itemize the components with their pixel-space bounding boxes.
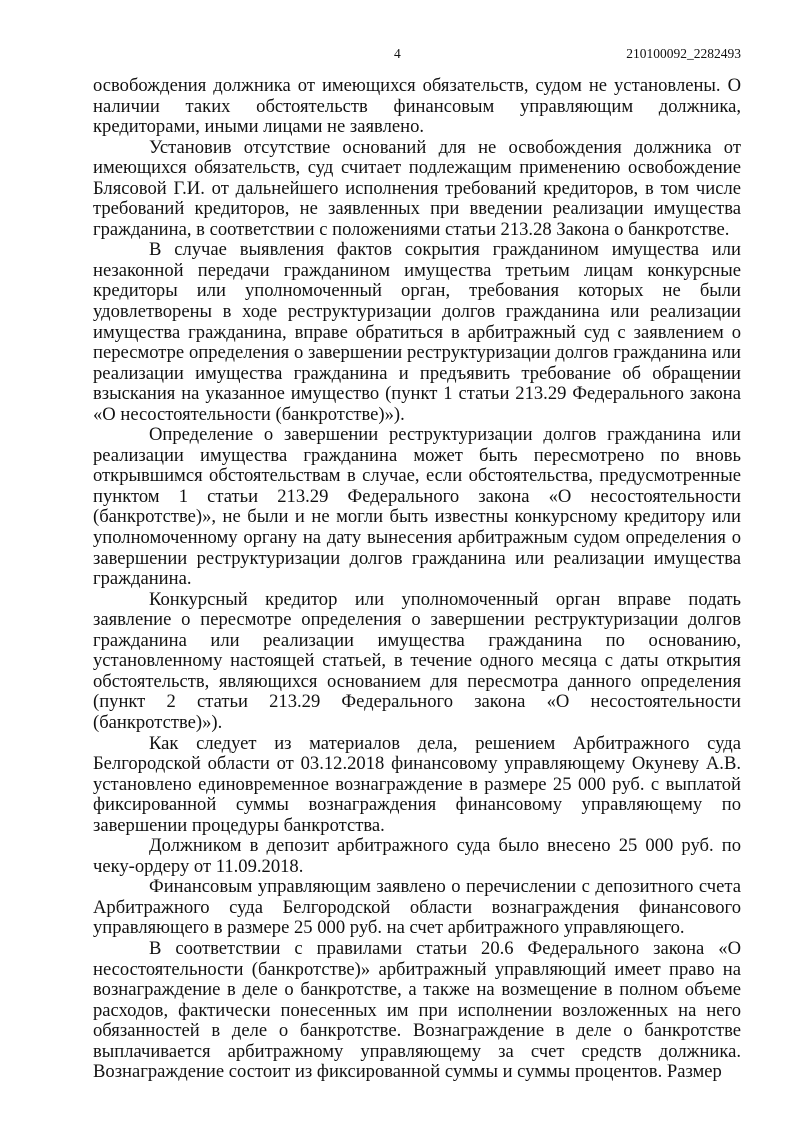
document-body — [93, 76, 741, 1083]
paragraph: Как следует из материалов дела, решением Арбитражного суда Белгородской области от 03.12.2018 финансовому управляющему Окуневу А.В. установлено единовременное вознаграждение в размере 25 000 руб. с выплатой фиксированной суммы вознаграждения финансовому управляющему по завершении процедуры банкротства. — [93, 732, 741, 836]
paragraph: Должником в депозит арбитражного суда было внесено 25 000 руб. по чеку-ордеру от 11.09.2018. — [93, 835, 741, 877]
paragraph-last: В соответствии с правилами статьи 20.6 Федерального закона «О несостоятельности (банкротстве)» арбитражный управляющий имеет право на вознаграждение в деле о банкротстве, а также на возмещение в полном объеме расходов, фактически понесенных им при исполнении возложенных на него обязанностей в деле о банкротстве. Вознаграждение в деле о банкротстве выплачивается арбитражному управляющему за счет средств должника. Вознаграждение состоит из фиксированной суммы и суммы процентов. Размер — [93, 937, 741, 1083]
paragraph: Установив отсутствие оснований для не освобождения должника от имеющихся обязательств, суд считает подлежащим применению освобождение Блясовой Г.И. от дальнейшего исполнения требований кредиторов, в том числе требований кредиторов, не заявленных при введении реализации имущества гражданина, в соответствии с положениями статьи 213.28 Закона о банкротстве. — [93, 136, 741, 240]
paragraph: Определение о завершении реструктуризации долгов гражданина или реализации имущества гражданина может быть пересмотрено по вновь открывшимся обстоятельствам в случае, если обстоятельства, предусмотренные пунктом 1 статьи 213.29 Федерального закона «О несостоятельности (банкротстве)», не были и не могли быть известны конкурсному кредитору или уполномоченному органу на дату вынесения арбитражным судом определения о завершении реструктуризации долгов гражданина или реализации имущества гражданина. — [93, 424, 741, 590]
page-number: 4 — [394, 46, 401, 61]
document-id: 210100092_2282493 — [626, 46, 741, 61]
paragraph-continuation: освобождения должника от имеющихся обязательств, судом не установлены. О наличии таких обстоятельств финансовым управляющим должника, кредиторами, иными лицами не заявлено. — [93, 75, 741, 138]
paragraph: Финансовым управляющим заявлено о перечислении с депозитного счета Арбитражного суда Белгородской области вознаграждения финансового управляющего в размере 25 000 руб. на счет арбитражного управляющего. — [93, 876, 741, 939]
paragraph: В случае выявления фактов сокрытия гражданином имущества или незаконной передачи гражданином имущества третьим лицам конкурсные кредиторы или уполномоченный орган, требования которых не были удовлетворены в ходе реструктуризации долгов гражданина или реализации имущества гражданина, вправе обратиться в арбитражный суд с заявлением о пересмотре определения о завершении реструктуризации долгов гражданина или реализации имущества гражданина и предъявить требование об обращении взыскания на указанное имущество (пункт 1 статьи 213.29 Федерального закона «О несостоятельности (банкротстве)»). — [93, 239, 741, 425]
paragraph: Конкурсный кредитор или уполномоченный орган вправе подать заявление о пересмотре определения о завершении реструктуризации долгов гражданина или реализации имущества гражданина по основанию, установленному настоящей статьей, в течение одного месяца с даты открытия обстоятельств, являющихся основанием для пересмотра данного определения (пункт 2 статьи 213.29 Федерального закона «О несостоятельности (банкротстве)»). — [93, 588, 741, 733]
